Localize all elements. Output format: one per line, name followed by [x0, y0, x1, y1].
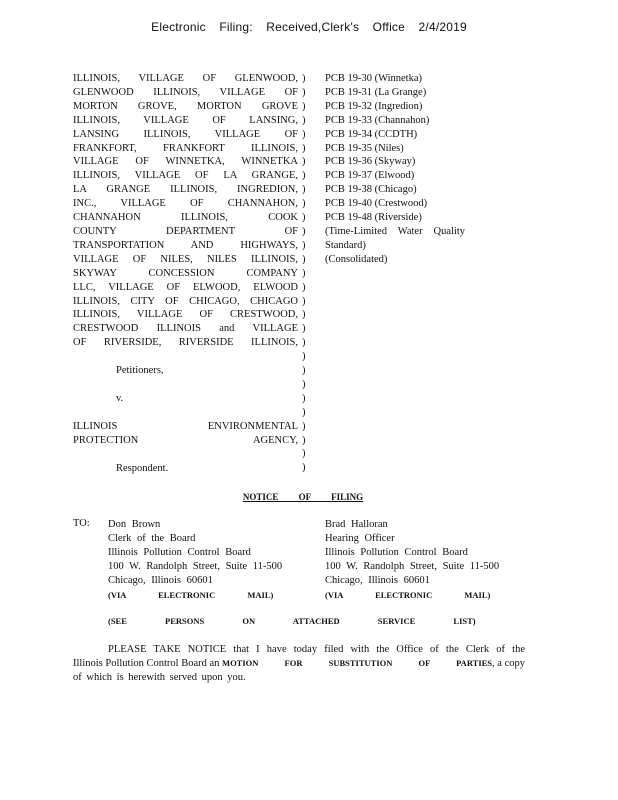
- petitioner-line: LANSING ILLINOIS, VILLAGE OF: [73, 128, 298, 140]
- caption-paren: ): [302, 156, 306, 168]
- caption-parties: [73, 72, 298, 476]
- body-line-2: [73, 657, 525, 671]
- caption-paren: ): [302, 434, 306, 446]
- caption-paren: ): [302, 365, 306, 377]
- petitioner-line: VILLAGE OF WINNETKA, WINNETKA: [73, 156, 298, 168]
- caption-paren: ): [302, 392, 306, 404]
- respondent-line: ILLINOIS ENVIRONMENTAL: [73, 420, 298, 432]
- petitioner-line: FRANKFORT, FRANKFORT ILLINOIS,: [73, 142, 298, 154]
- recipient-clerk: [108, 518, 282, 602]
- recipient-hearing-officer: [325, 518, 499, 602]
- petitioner-line: CHANNAHON ILLINOIS, COOK: [73, 212, 298, 224]
- petitioner-line: SKYWAY CONCESSION COMPANY: [73, 267, 298, 279]
- caption-paren: ): [302, 225, 306, 237]
- electronic-filing-header: Electronic Filing: Received,Clerk's Office 2/4/2019: [151, 20, 467, 34]
- petitioner-line: INC., VILLAGE OF CHANNAHON,: [73, 198, 298, 210]
- case-number: PCB 19-37 (Elwood): [325, 170, 415, 182]
- petitioner-line: ILLINOIS, VILLAGE OF LA GRANGE,: [73, 170, 298, 182]
- case-note-consolidated: (Consolidated): [325, 253, 388, 265]
- petitioner-line: COUNTY DEPARTMENT OF: [73, 225, 298, 237]
- petitioner-line: MORTON GROVE, MORTON GROVE: [73, 100, 298, 112]
- case-numbers: [325, 72, 465, 267]
- recipient-city: Chicago, Illinois 60601: [325, 574, 430, 586]
- respondent-line: PROTECTION AGENCY,: [73, 434, 298, 446]
- motion-title: MOTION FOR SUBSTITUTION OF PARTIES: [222, 657, 493, 668]
- caption-paren: ): [302, 337, 306, 349]
- petitioner-line: OF RIVERSIDE, RIVERSIDE ILLINOIS,: [73, 337, 298, 349]
- caption-paren: ): [302, 281, 306, 293]
- body-line-3: of which is herewith served upon you.: [73, 671, 246, 683]
- caption-paren: ): [302, 448, 306, 460]
- notice-title: [0, 492, 618, 502]
- petitioner-list: [73, 72, 298, 350]
- caption-paren: ): [302, 378, 306, 390]
- case-number: PCB 19-40 (Crestwood): [325, 198, 428, 210]
- caption-paren: ): [302, 128, 306, 140]
- case-number: PCB 19-48 (Riverside): [325, 212, 422, 224]
- recipient-title: Hearing Officer: [325, 532, 395, 544]
- recipient-street: 100 W. Randolph Street, Suite 11-500: [325, 560, 500, 572]
- petitioner-line: VILLAGE OF NILES, NILES ILLINOIS,: [73, 253, 298, 265]
- caption-paren: ): [302, 73, 306, 84]
- caption-paren: ): [302, 323, 306, 335]
- caption-paren: ): [302, 295, 306, 307]
- recipient-city: Chicago, Illinois 60601: [108, 574, 213, 586]
- caption-paren: ): [302, 239, 306, 251]
- petitioner-line: LA GRANGE ILLINOIS, INGREDION,: [73, 184, 298, 196]
- case-number: PCB 19-34 (CCDTH): [325, 128, 418, 140]
- body-line-2-end: , a copy: [492, 657, 525, 669]
- respondent-label: Respondent.: [116, 462, 169, 474]
- case-number: PCB 19-30 (Winnetka): [325, 73, 422, 84]
- petitioner-line: LLC, VILLAGE OF ELWOOD, ELWOOD: [73, 281, 298, 293]
- case-note-time-limited: (Time-Limited Water Quality: [325, 225, 465, 237]
- caption-paren: ): [302, 198, 306, 210]
- caption-paren: ): [302, 420, 306, 432]
- case-number: PCB 19-33 (Channahon): [325, 114, 430, 126]
- petitioner-line: CRESTWOOD ILLINOIS and VILLAGE: [73, 323, 298, 335]
- caption-divider: [302, 72, 306, 475]
- service-list-note: (SEE PERSONS ON ATTACHED SERVICE LIST): [108, 616, 476, 626]
- to-label: TO:: [73, 518, 90, 529]
- caption-paren: ): [302, 253, 306, 265]
- recipient-org: Illinois Pollution Control Board: [325, 546, 468, 558]
- recipient-street: 100 W. Randolph Street, Suite 11-500: [108, 560, 283, 572]
- caption-paren: ): [302, 114, 306, 126]
- case-list: [325, 72, 465, 225]
- case-note-standard: Standard): [325, 239, 366, 251]
- caption-paren: ): [302, 100, 306, 112]
- notice-title-text: NOTICE OF FILING: [242, 492, 364, 502]
- caption-paren: ): [302, 462, 306, 474]
- recipient-via: (VIA ELECTRONIC MAIL): [325, 589, 491, 600]
- petitioner-line: ILLINOIS, VILLAGE OF CRESTWOOD,: [73, 309, 298, 321]
- petitioner-line: TRANSPORTATION AND HIGHWAYS,: [73, 239, 298, 251]
- petitioner-line: ILLINOIS, VILLAGE OF LANSING,: [73, 114, 298, 126]
- versus-label: v.: [116, 393, 124, 405]
- respondent-list: [73, 420, 298, 448]
- case-number: PCB 19-32 (Ingredion): [325, 100, 423, 112]
- case-number: PCB 19-31 (La Grange): [325, 86, 427, 98]
- caption-paren: ): [302, 267, 306, 279]
- case-number: PCB 19-38 (Chicago): [325, 184, 417, 196]
- notice-body: [73, 643, 525, 685]
- petitioner-line: ILLINOIS, CITY OF CHICAGO, CHICAGO: [73, 295, 298, 307]
- recipient-title: Clerk of the Board: [108, 532, 196, 544]
- caption-paren: ): [302, 309, 306, 321]
- caption-paren: ): [302, 170, 306, 182]
- caption-paren: ): [302, 406, 306, 418]
- case-number: PCB 19-35 (Niles): [325, 142, 404, 154]
- caption-paren: ): [302, 184, 306, 196]
- recipient-name: Don Brown: [108, 519, 161, 530]
- petitioner-line: ILLINOIS, VILLAGE OF GLENWOOD,: [73, 73, 298, 84]
- caption-paren: ): [302, 351, 306, 363]
- caption-paren: ): [302, 86, 306, 98]
- case-number: PCB 19-36 (Skyway): [325, 156, 416, 168]
- recipient-org: Illinois Pollution Control Board: [108, 546, 251, 558]
- caption-paren: ): [302, 142, 306, 154]
- recipient-name: Brad Halloran: [325, 519, 388, 530]
- body-line-1: PLEASE TAKE NOTICE that I have today filed with the Office of the Clerk of the: [108, 644, 525, 655]
- body-line-2-start: Illinois Pollution Control Board an: [73, 657, 220, 669]
- petitioner-line: GLENWOOD ILLINOIS, VILLAGE OF: [73, 86, 298, 98]
- recipient-via: (VIA ELECTRONIC MAIL): [108, 589, 274, 600]
- petitioners-label: Petitioners,: [116, 365, 164, 377]
- caption-paren: ): [302, 212, 306, 224]
